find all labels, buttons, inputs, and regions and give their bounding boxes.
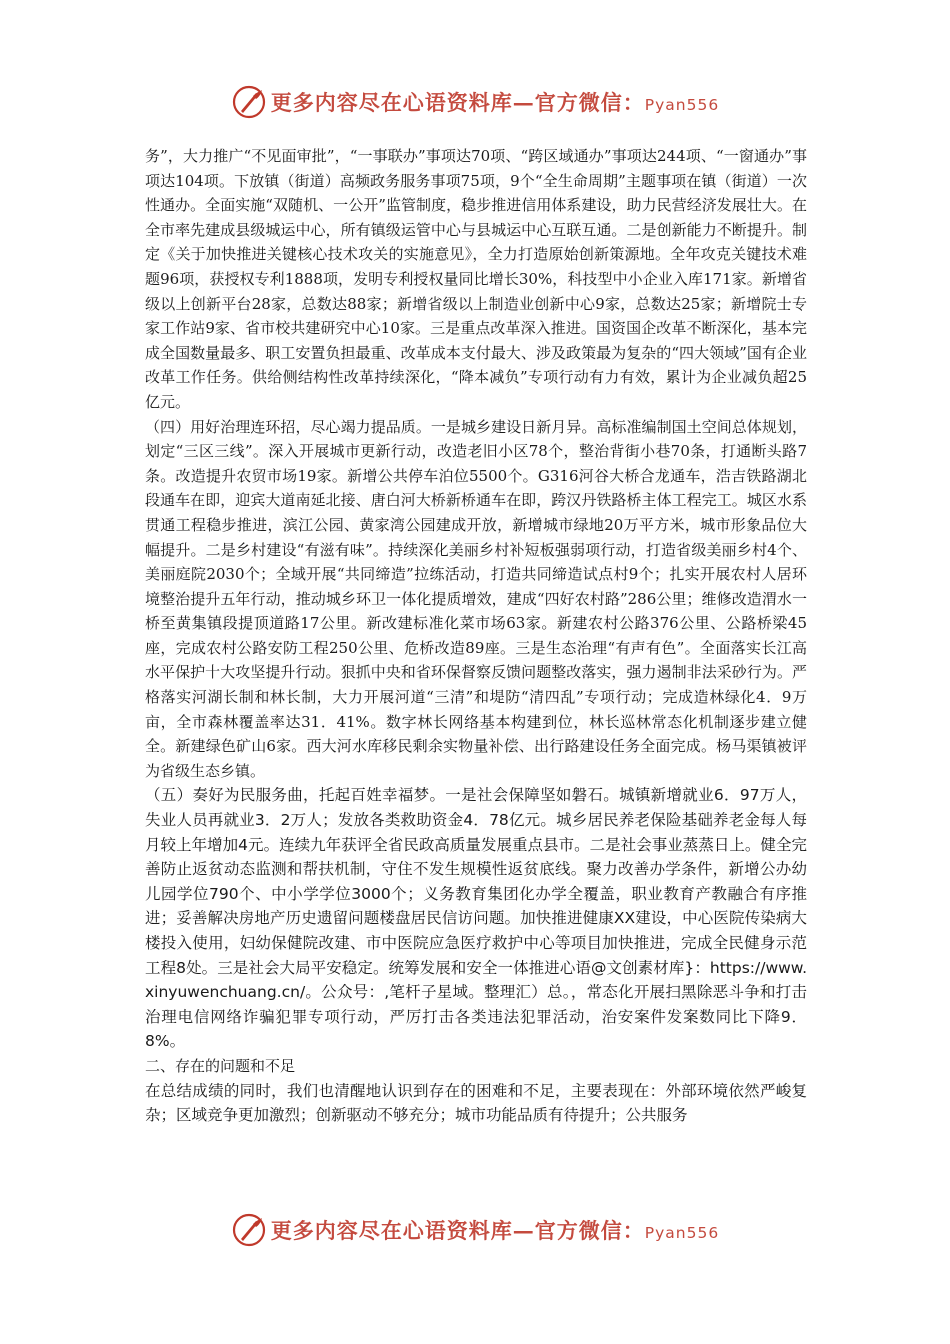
watermark-footer [0, 1210, 950, 1250]
paragraph-2: （四）用好治理连环招，尽心竭力提品质。一是城乡建设日新月异。高标准编制国土空间总体规划，划定“三区三线”。深入开展城市更新行动，改造老旧小区78个，整治背街小巷70条，打通断头路7条。改造提升农贸市场19家。新增公共停车泊位5500个。G316河谷大桥合龙通车，浩吉铁路湖北段通车在即，迎宾大道南延北接、唐白河大桥新桥通车在即，跨汉丹铁路桥主体工程完工。城区水系贯通工程稳步推进，滨江公园、黄家湾公园建成开放，新增城市绿地20万平方米，城市形象品位大幅提升。二是乡村建设“有滋有味”。持续深化美丽乡村补短板强弱项行动，打造省级美丽乡村4个、美丽庭院2030个；全域开展“共同缔造”拉练活动，打造共同缔造试点村9个；扎实开展农村人居环境整治提升五年行动，推动城乡环卫一体化提质增效，建成“四好农村路”286公里；维修改造渭水一桥至黄集镇段提顶道路17公里。新改建标准化菜市场63家。新建农村公路376公里、公路桥梁45座，完成农村公路安防工程250公里、危桥改造89座。三是生态治理“有声有色”。全面落实长江高水平保护十大攻坚提升行动。狠抓中央和省环保督察反馈问题整改落实，强力遏制非法采砂行为。严格落实河湖长制和林长制，大力开展河道“三清”和堤防“清四乱”专项行动；完成造林绿化4．9万亩，全市森林覆盖率达31．41%。数字林长网络基本构建到位，林长巡林常态化机制逐步建立健全。新建绿色矿山6家。西大河水库移民剩余实物量补偿、出行路建设任务全面完成。杨马渠镇被评为省级生态乡镇。 [145, 417, 807, 780]
watermark-text-cn: 更多内容尽在心语资料库—官方微信： [270, 1218, 645, 1243]
document-body [145, 144, 807, 1128]
watermark-text-cn: 更多内容尽在心语资料库—官方微信： [270, 90, 645, 115]
watermark-text [271, 1215, 719, 1245]
watermark-text [271, 87, 719, 117]
watermark-header [0, 82, 950, 122]
paragraph-4: 在总结成绩的同时，我们也清醒地认识到存在的困难和不足，主要表现在：外部环境依然严峻复杂；区域竞争更加激烈；创新驱动不够充分；城市功能品质有待提升；公共服务 [145, 1081, 807, 1125]
section-heading: 二、存在的问题和不足 [145, 1056, 296, 1075]
watermark-wechat-id: Pyan556 [644, 96, 720, 114]
paragraph-1: 务”，大力推广“不见面审批”，“一事联办”事项达70项、“跨区域通办”事项达244项、“一窗通办”事项达104项。下放镇（街道）高频政务服务事项75项，9个“全生命周期”主题事项在镇（街道）一次性通办。全面实施“双随机、一公开”监管制度，稳步推进信用体系建设，助力民营经济发展壮大。在全市率先建成县级城运中心，所有镇级运管中心与县城运中心互联互通。二是创新能力不断提升。制定《关于加快推进关键核心技术攻关的实施意见》，全力打造原始创新策源地。全年攻克关键技术难题96项，获授权专利1888项，发明专利授权量同比增长30%，科技型中小企业入库171家。新增省级以上创新平台28家，总数达88家；新增省级以上制造业创新中心9家，总数达25家；新增院士专家工作站9家、省市校共建研究中心10家。三是重点改革深入推进。国资国企改革不断深化，基本完成全国数量最多、职工安置负担最重、改革成本支付最大、涉及政策最为复杂的“四大领域”国有企业改革工作任务。供给侧结构性改革持续深化，“降本减负”专项行动有力有效，累计为企业减负超25亿元。 [145, 147, 807, 411]
paragraph-3: （五）奏好为民服务曲，托起百姓幸福梦。一是社会保障坚如磐石。城镇新增就业6．97万人，失业人员再就业3．2万人；发放各类救助资金4．78亿元。城乡居民养老保险基础养老金每人每月较上年增加4元。连续九年获评全省民政高质量发展重点县市。二是社会事业蒸蒸日上。健全完善防止返贫动态监测和帮扶机制，守住不发生规模性返贫底线。聚力改善办学条件，新增公办幼儿园学位790个、中小学学位3000个；义务教育集团化办学全覆盖，职业教育产教融合有序推进；妥善解决房地产历史遗留问题楼盘居民信访问题。加快推进健康XX建设，中心医院传染病大楼投入使用，妇幼保健院改建、市中医院应急医疗救护中心等项目加快推进，完成全民健身示范工程8处。三是社会大局平安稳定。统筹发展和安全一体推进心语@文创素材库}：https://www.xinyuwenchuang.cn/。公众号：,笔杆子星域。整理汇）总。，常态化开展扫黑除恶斗争和打击治理电信网络诈骗犯罪专项行动，严厉打击各类违法犯罪活动，治安案件发案数同比下降9．8%。 [145, 786, 807, 1051]
watermark-wechat-id: Pyan556 [644, 1224, 720, 1242]
quill-logo-icon [231, 84, 267, 120]
quill-logo-icon [231, 1212, 267, 1248]
